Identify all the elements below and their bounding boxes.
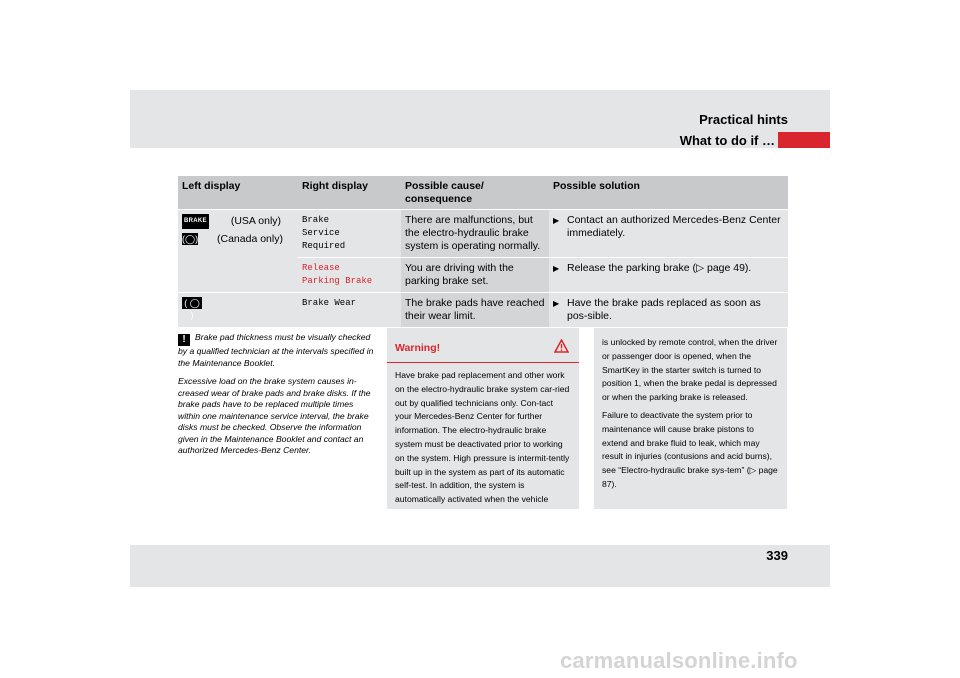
table-row — [178, 292, 788, 327]
page-number: 339 — [766, 548, 788, 563]
cause-cell: There are malfunctions, but the electro-hydraulic brake system is operating normally. — [401, 210, 549, 257]
brake-display-table — [178, 176, 788, 327]
warning-continued-box — [594, 328, 787, 509]
right-display-cell: Brake Service Required — [302, 215, 346, 251]
table-row — [178, 209, 788, 292]
table-subrow — [298, 210, 788, 257]
solution-text: Have the brake pads replaced as soon as pos-sible. — [567, 297, 761, 322]
right-display-cell: Brake Wear — [302, 298, 357, 308]
cause-cell: You are driving with the parking brake set. — [401, 258, 549, 292]
solution-text: Contact an authorized Mercedes-Benz Center immediately. — [567, 214, 781, 239]
watermark: carmanualsonline.info — [560, 648, 798, 673]
bullet-arrow-icon: ▶ — [553, 216, 560, 225]
exclamation-icon: ! — [178, 334, 190, 346]
left-display-cell — [178, 210, 298, 292]
notice-block — [178, 332, 374, 464]
solution-cell — [549, 293, 788, 327]
warning-header — [387, 328, 579, 363]
warning-continued-text-2: Failure to deactivate the system prior to maintenance will cause brake pistons to extend and brake fluid to leak, which may result in injuries (contusions and acid burns), see “Electro-hydraulic brake sys-tem” (▷ page 87). — [602, 409, 778, 489]
usa-only-label: (USA only) — [230, 214, 282, 227]
warning-title: Warning! — [395, 342, 441, 354]
column-header-right-display: Right display — [302, 180, 368, 192]
left-display-cell — [178, 293, 298, 327]
table-subrow — [298, 257, 788, 292]
bullet-arrow-icon: ▶ — [553, 299, 560, 308]
subsection-title: What to do if … — [679, 133, 775, 148]
section-tab-marker — [778, 132, 830, 148]
right-display-cell: Release Parking Brake — [302, 263, 373, 286]
section-title: Practical hints — [699, 112, 788, 127]
brake-wear-icon: ( ◯ ) — [182, 297, 202, 309]
brake-warning-icon: BRAKE — [182, 214, 209, 229]
footer-band — [130, 545, 830, 587]
warning-continued-text-1: is unlocked by remote control, when the driver or passenger door is opened, when the SmartKey in the starter switch is turned to position 1, when the brake pedal is depressed or when the parking brake is released. — [602, 337, 778, 403]
cause-cell: The brake pads have reached their wear limit. — [401, 293, 549, 327]
warning-box — [387, 328, 579, 509]
bullet-arrow-icon: ▶ — [553, 264, 560, 273]
canada-only-label: (Canada only) — [217, 232, 283, 245]
notice-text-2: Excessive load on the brake system causes in-creased wear of brake pads and brake disks. If the brake pads have to be replaced multiple times within one maintenance service interval, the brake disks must be checked. Observe the information given in the Maintenance Booklet and contact an authorized Mercedes-Benz Center. — [178, 376, 371, 455]
notice-text-1: Brake pad thickness must be visually checked by a qualified technician at the intervals specified in the Maintenance Booklet. — [178, 332, 374, 368]
solution-cell — [549, 258, 788, 292]
column-header-left-display: Left display — [182, 180, 241, 192]
warning-text: Have brake pad replacement and other work on the electro-hydraulic brake system car-ried out by qualified technicians only. Con-tact your Mercedes-Benz Center for further information. The electro-hydraulic brake system must be deactivated prior to working on the system. High pressure is intermit-tently built up in the system as part of its automatic self-test. In addition, the system is automatically activated when the vehicle — [395, 370, 570, 505]
brake-circle-icon: (◯) — [182, 234, 199, 244]
solution-text: Release the parking brake (▷ page 49). — [567, 262, 752, 274]
column-header-solution: Possible solution — [553, 180, 640, 192]
table-header-row — [178, 176, 788, 209]
warning-triangle-icon — [554, 339, 569, 358]
solution-cell — [549, 210, 788, 257]
column-header-cause: Possible cause/ consequence — [405, 180, 484, 205]
